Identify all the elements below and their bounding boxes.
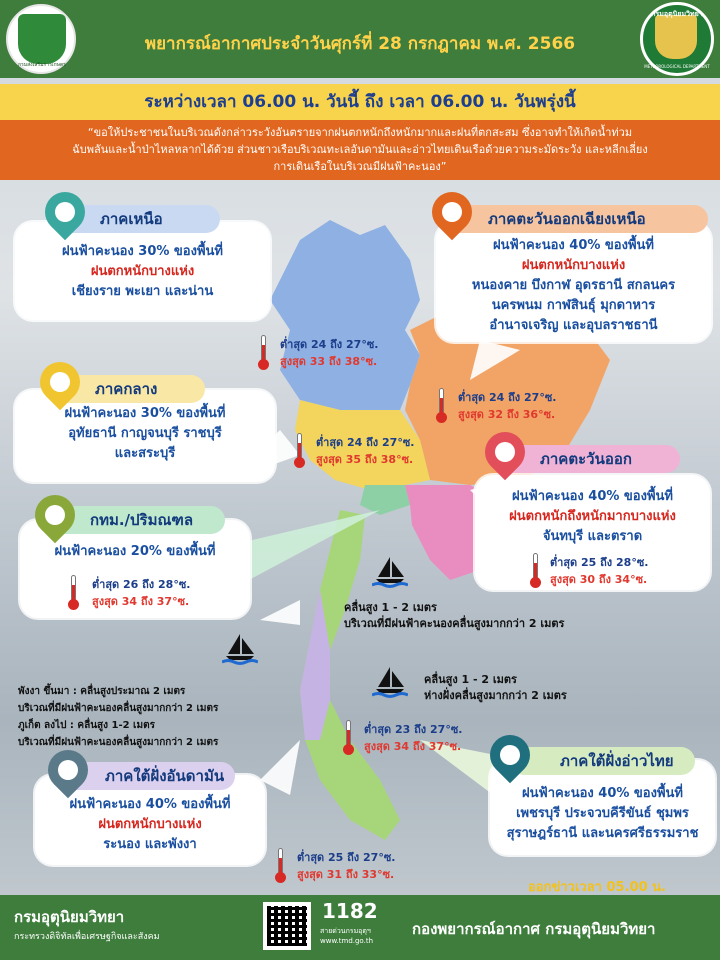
pointer-south-andaman	[260, 740, 300, 795]
thermometer-icon	[258, 335, 268, 369]
central-line-2: อุทัยธานี กาญจนบุรี ราชบุรี	[68, 426, 222, 441]
thermometer-icon	[68, 575, 78, 609]
temp-south-gulf-max: สูงสุด 34 ถึง 37°ซ.	[364, 740, 462, 753]
issued-time: ออกข่าวเวลา 05.00 น.	[528, 880, 666, 895]
thermometer-icon	[275, 848, 285, 882]
thermometer-icon	[436, 388, 446, 422]
left-logo	[6, 4, 76, 74]
temp-south-gulf-min: ต่ำสุด 23 ถึง 27°ซ.	[364, 723, 463, 736]
wave-gulf-upper-1: คลื่นสูง 1 - 2 เมตร	[344, 601, 437, 614]
temp-central	[316, 434, 414, 468]
wave-andaman-1: พังงา ขึ้นมา : คลื่นสูงประมาณ 2 เมตร	[18, 686, 186, 697]
footer-hotline: 1182	[322, 899, 378, 923]
right-logo	[640, 2, 714, 76]
temp-northeast	[458, 389, 556, 423]
thermometer-icon	[294, 433, 304, 467]
temp-north-min: ต่ำสุด 24 ถึง 27°ซ.	[280, 338, 379, 351]
south-gulf-line-3: สุราษฎร์ธานี และนครศรีธรรมราช	[506, 826, 699, 841]
wave-gulf-lower	[424, 672, 567, 704]
south-gulf-line-2: เพชรบุรี ประจวบคีรีขันธ์ ชุมพร	[516, 806, 689, 821]
wave-gulf-upper	[344, 600, 564, 632]
temp-south-andaman-min: ต่ำสุด 25 ถึง 27°ซ.	[297, 851, 396, 864]
temp-northeast-min: ต่ำสุด 24 ถึง 27°ซ.	[458, 391, 557, 404]
thermometer-icon	[343, 720, 353, 754]
north-line-2: ฝนตกหนักบางแห่ง	[90, 264, 195, 279]
temp-south-andaman-max: สูงสุด 31 ถึง 33°ซ.	[297, 868, 395, 881]
north-line-3: เชียงราย พะเยา และน่าน	[71, 284, 214, 299]
pill-south-andaman: ภาคใต้ฝั่งอันดามัน	[55, 762, 235, 790]
sailboat-icon	[372, 555, 408, 589]
footer-website[interactable]: www.tmd.go.th	[320, 937, 373, 945]
card-northeast	[436, 222, 711, 342]
east-line-3: จันทบุรี และตราด	[542, 529, 643, 544]
map-region-north	[270, 220, 420, 410]
wave-andaman	[18, 683, 218, 751]
warning-banner	[0, 120, 720, 180]
east-line-2: ฝนตกหนักถึงหนักมากบางแห่ง	[509, 509, 676, 524]
right-logo-subtext: METEOROLOGICAL DEPARTMENT	[644, 64, 710, 69]
temp-central-min: ต่ำสุด 24 ถึง 27°ซ.	[316, 436, 415, 449]
temp-east-min: ต่ำสุด 25 ถึง 28°ซ.	[550, 556, 649, 569]
pointer-central	[260, 600, 300, 625]
south-andaman-line-2: ฝนตกหนักบางแห่ง	[98, 817, 202, 832]
south-andaman-line-3: ระนอง และพังงา	[103, 837, 197, 852]
temp-east-max: สูงสุด 30 ถึง 34°ซ.	[550, 573, 648, 586]
pill-central: ภาคกลาง	[45, 375, 205, 403]
card-north	[15, 222, 270, 320]
footer-division: กองพยากรณ์อากาศ กรมอุตุนิยมวิทยา	[412, 920, 656, 938]
northeast-line-4: นครพนม กาฬสินธุ์ มุกดาหาร	[491, 298, 656, 313]
south-gulf-line-1: ฝนฟ้าคะนอง 40% ของพื้นที่	[522, 786, 683, 801]
sailboat-icon	[372, 665, 408, 699]
north-line-1: ฝนฟ้าคะนอง 30% ของพื้นที่	[62, 244, 223, 259]
pill-northeast: ภาคตะวันออกเฉียงเหนือ	[438, 205, 708, 233]
temp-north	[280, 336, 378, 370]
pill-south-gulf: ภาคใต้ฝั่งอ่าวไทย	[510, 747, 695, 775]
sailboat-icon	[222, 632, 258, 666]
northeast-line-5: อำนาจเจริญ และอุบลราชธานี	[489, 318, 658, 333]
qr-code-icon[interactable]	[263, 902, 311, 950]
northeast-line-1: ฝนฟ้าคะนอง 40% ของพื้นที่	[493, 238, 654, 253]
footer-ministry: กระทรวงดิจิทัลเพื่อเศรษฐกิจและสังคม	[14, 932, 160, 942]
temp-east	[550, 554, 648, 588]
central-line-1: ฝนฟ้าคะนอง 30% ของพื้นที่	[64, 406, 226, 421]
northeast-line-2: ฝนตกหนักบางแห่ง	[521, 258, 626, 273]
temp-north-max: สูงสุด 33 ถึง 38°ซ.	[280, 355, 378, 368]
forecast-period: ระหว่างเวลา 06.00 น. วันนี้ ถึง เวลา 06.00 น. วันพรุ่งนี้	[0, 84, 720, 120]
warning-line-2: ฉับพลันและน้ำป่าไหลหลากได้ด้วย ส่วนชาวเรือบริเวณทะเลอันดามันและอ่าวไทยเดินเรือด้วยความระมัดระวัง และหลีกเลี่ยง	[72, 143, 648, 156]
south-andaman-line-1: ฝนฟ้าคะนอง 40% ของพื้นที่	[69, 797, 231, 812]
wave-gulf-lower-1: คลื่นสูง 1 - 2 เมตร	[424, 673, 517, 686]
right-logo-text: กรมอุตุนิยมวิทยา	[651, 10, 703, 18]
warning-line-3: การเดินเรือในบริเวณมีฝนฟ้าคะนอง”	[273, 160, 447, 173]
footer-bar	[0, 895, 720, 960]
temp-central-max: สูงสุด 35 ถึง 38°ซ.	[316, 453, 414, 466]
temp-northeast-max: สูงสุด 32 ถึง 36°ซ.	[458, 408, 556, 421]
central-line-3: และสระบุรี	[114, 446, 176, 461]
east-line-1: ฝนฟ้าคะนอง 40% ของพื้นที่	[512, 489, 673, 504]
map-region-bangkok	[360, 485, 410, 515]
wave-andaman-4: บริเวณที่มีฝนฟ้าคะนองคลื่นสูงมากกว่า 2 เมตร	[18, 737, 219, 748]
wave-andaman-3: ภูเก็ต ลงไป : คลื่นสูง 1-2 เมตร	[18, 720, 155, 731]
footer-hotline-sub: สายด่วนกรมอุตุฯ	[320, 927, 371, 935]
bangkok-line-1: ฝนฟ้าคะนอง 20% ของพื้นที่	[54, 544, 216, 559]
pill-east: ภาคตะวันออก	[490, 445, 680, 473]
footer-org: กรมอุตุนิยมวิทยา	[14, 908, 125, 926]
left-logo-text: กรมส่งเสริมการเกษตร	[18, 62, 66, 68]
temp-south-gulf	[364, 721, 462, 755]
wave-gulf-upper-2: บริเวณที่มีฝนฟ้าคะนองคลื่นสูงมากกว่า 2 เมตร	[344, 617, 565, 630]
pill-bangkok: กทม./ปริมณฑล	[40, 506, 225, 534]
wave-andaman-2: บริเวณที่มีฝนฟ้าคะนองคลื่นสูงมากกว่า 2 เมตร	[18, 703, 219, 714]
temp-south-andaman	[297, 849, 395, 883]
wave-gulf-lower-2: ห่างฝั่งคลื่นสูงมากกว่า 2 เมตร	[424, 689, 567, 702]
temp-bangkok	[92, 576, 190, 610]
page-title: พยากรณ์อากาศประจำวันศุกร์ที่ 28 กรกฎาคม พ.ศ. 2566	[144, 34, 576, 54]
pill-north: ภาคเหนือ	[50, 205, 220, 233]
thermometer-icon	[530, 553, 540, 587]
temp-bangkok-min: ต่ำสุด 26 ถึง 28°ซ.	[92, 578, 191, 591]
northeast-line-3: หนองคาย บึงกาฬ อุดรธานี สกลนคร	[471, 278, 676, 293]
temp-bangkok-max: สูงสุด 34 ถึง 37°ซ.	[92, 595, 190, 608]
warning-line-1: “ขอให้ประชาชนในบริเวณดังกล่าวระวังอันตรายจากฝนตกหนักถึงหนักมากและฝนที่ตกสะสม ซึ่งอาจทำให้เกิดน้ำท่วม	[87, 126, 633, 139]
